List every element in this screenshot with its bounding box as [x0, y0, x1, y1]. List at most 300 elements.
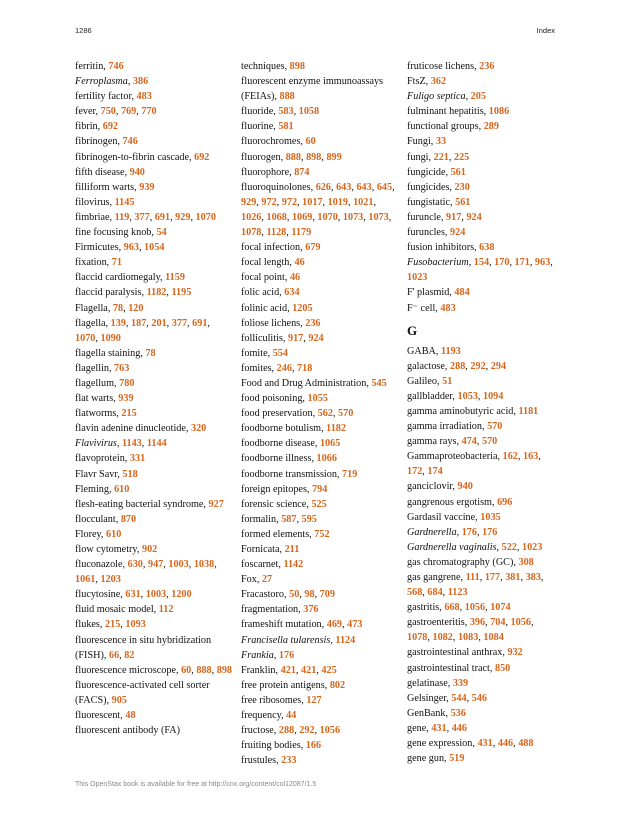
page-reference-link[interactable]: 898: [216, 664, 233, 676]
page-reference-link[interactable]: 1082: [432, 632, 453, 644]
page-reference-link[interactable]: 236: [479, 61, 495, 72]
page-reference-link[interactable]: 111: [465, 572, 480, 583]
page-reference-link[interactable]: 51: [442, 375, 453, 387]
page-reference-link[interactable]: 1070: [317, 211, 338, 223]
page-reference-link[interactable]: 171: [514, 257, 530, 269]
page-reference-link[interactable]: 377: [134, 211, 150, 223]
page-reference-link[interactable]: 696: [497, 496, 513, 508]
page-reference-link[interactable]: 752: [314, 528, 330, 540]
page-reference-link[interactable]: 48: [125, 710, 136, 722]
index-term: gene gun,: [407, 753, 450, 765]
page-reference-link[interactable]: 288: [278, 725, 295, 737]
index-term: ,: [442, 587, 448, 599]
page-reference-link[interactable]: 947: [147, 559, 164, 571]
page-reference-link[interactable]: 201: [151, 317, 167, 329]
page-reference-link[interactable]: 519: [449, 753, 465, 765]
page-reference-link[interactable]: 46: [294, 257, 305, 269]
page-reference-link[interactable]: 225: [453, 151, 470, 163]
page-reference-link[interactable]: 473: [347, 619, 363, 631]
page-reference-link[interactable]: 1023: [407, 272, 428, 284]
page-reference-link[interactable]: 377: [171, 317, 188, 329]
page-reference-link[interactable]: 562: [317, 408, 333, 420]
index-entry: [241, 542, 401, 557]
index-term: food poisoning,: [241, 393, 308, 405]
page-reference-link[interactable]: 33: [435, 136, 447, 148]
page-reference-link[interactable]: 483: [440, 302, 456, 314]
index-entry: [241, 331, 401, 346]
index-entry: [407, 180, 557, 195]
page-reference-link[interactable]: 1066: [316, 453, 337, 465]
page-reference-link[interactable]: 1073: [368, 211, 389, 223]
page-reference-link[interactable]: 802: [329, 679, 346, 691]
page-reference-link[interactable]: 163: [522, 451, 539, 463]
page-reference-link[interactable]: 692: [194, 151, 210, 163]
page-reference-link[interactable]: 570: [487, 421, 503, 433]
index-entry: [75, 89, 233, 104]
page-reference-link[interactable]: 927: [208, 498, 224, 510]
index-entry: [241, 708, 401, 723]
page-reference-link[interactable]: 289: [483, 121, 499, 133]
page-reference-link[interactable]: 905: [111, 694, 127, 706]
page-reference-link[interactable]: 939: [118, 393, 134, 405]
page-reference-link[interactable]: 1070: [195, 211, 216, 223]
page-reference-link[interactable]: 1086: [488, 106, 510, 118]
page-reference-link[interactable]: 643: [356, 181, 372, 193]
page-reference-link[interactable]: 1026: [241, 211, 262, 223]
page-reference-link[interactable]: 1094: [482, 390, 504, 402]
index-entry: [407, 661, 557, 676]
page-reference-link[interactable]: 874: [294, 166, 310, 178]
page-reference-link[interactable]: 386: [132, 76, 149, 88]
index-term: flagellin,: [75, 362, 115, 374]
page-reference-link[interactable]: 1142: [283, 559, 304, 571]
index-term: flaccid cardiomegaly,: [75, 272, 166, 284]
page-reference-link[interactable]: 643: [336, 181, 352, 193]
index-entry: [407, 59, 557, 74]
index-term: ,: [332, 408, 339, 420]
page-reference-link[interactable]: 630: [127, 559, 143, 571]
index-entry: [407, 285, 557, 300]
page-reference-link[interactable]: 139: [110, 317, 126, 329]
index-term: gelatinase,: [407, 677, 453, 689]
page-reference-link[interactable]: 166: [305, 740, 322, 752]
page-reference-link[interactable]: 972: [261, 196, 277, 208]
index-term: fluconazole,: [75, 559, 128, 571]
page-reference-link[interactable]: 154: [473, 257, 490, 269]
page-reference-link[interactable]: 940: [129, 166, 145, 178]
index-term: folic acid,: [241, 287, 285, 299]
page-reference-link[interactable]: 1179: [291, 227, 312, 239]
index-entry: [241, 602, 401, 617]
page-reference-link[interactable]: 211: [284, 544, 300, 555]
index-term: ,: [295, 664, 301, 676]
page-reference-link[interactable]: 1145: [114, 196, 135, 208]
page-reference-link[interactable]: 376: [303, 604, 319, 616]
index-term: ,: [120, 619, 126, 631]
index-term: fixation,: [75, 257, 112, 269]
page-reference-link[interactable]: 932: [507, 647, 523, 659]
index-term: gastrointestinal anthrax,: [407, 647, 508, 659]
page-reference-link[interactable]: 902: [141, 544, 158, 555]
index-entry: [241, 451, 401, 466]
page-reference-link[interactable]: 679: [305, 242, 321, 254]
page-reference-link[interactable]: 339: [452, 677, 469, 689]
page-reference-link[interactable]: 292: [470, 360, 486, 372]
page-reference-link[interactable]: 421: [301, 664, 317, 676]
index-entry: [75, 180, 233, 195]
index-entry: [407, 89, 557, 104]
index-term: ,: [140, 589, 146, 601]
page-reference-link[interactable]: 174: [427, 466, 443, 478]
index-term: fomites,: [241, 362, 277, 374]
page-reference-link[interactable]: 236: [305, 317, 321, 329]
page-reference-link[interactable]: 587: [281, 513, 297, 525]
page-reference-link[interactable]: 631: [125, 589, 141, 601]
page-reference-link[interactable]: 719: [342, 468, 358, 480]
index-term: ,: [476, 526, 483, 538]
page-reference-link[interactable]: 929: [175, 211, 191, 223]
page-reference-link[interactable]: 320: [190, 423, 207, 435]
page-reference-link[interactable]: 1205: [292, 302, 313, 314]
page-reference-link[interactable]: 1070: [75, 332, 96, 344]
page-reference-link[interactable]: 431: [477, 738, 493, 750]
index-term: ,: [485, 617, 491, 629]
index-term: ,: [520, 572, 526, 583]
page-reference-link[interactable]: 1061: [75, 574, 96, 586]
page-reference-link[interactable]: 50: [289, 589, 300, 601]
page-reference-link[interactable]: 581: [278, 121, 294, 133]
page-reference-link[interactable]: 888: [196, 664, 212, 676]
page-reference-link[interactable]: 187: [131, 317, 147, 329]
page-reference-link[interactable]: 898: [306, 151, 322, 163]
page-reference-link[interactable]: 568: [407, 587, 423, 599]
page-reference-link[interactable]: 1019: [327, 196, 348, 208]
index-term: fluorophore,: [241, 166, 295, 178]
index-entry: [75, 285, 233, 300]
page-reference-link[interactable]: 421: [280, 664, 296, 676]
page-reference-link[interactable]: 71: [111, 257, 122, 269]
page-reference-link[interactable]: 1035: [480, 511, 501, 523]
page-reference-link[interactable]: 383: [525, 572, 541, 583]
page-reference-link[interactable]: 1128: [266, 227, 287, 239]
page-reference-link[interactable]: 939: [139, 181, 155, 193]
page-reference-link[interactable]: 230: [454, 181, 470, 193]
page-reference-link[interactable]: 176: [278, 649, 295, 661]
page-reference-link[interactable]: 924: [308, 332, 324, 344]
page-reference-link[interactable]: 46: [289, 272, 301, 284]
index-entry: [241, 180, 401, 240]
index-entry: [75, 512, 233, 527]
page-reference-link[interactable]: 1159: [165, 272, 185, 284]
page-reference-link[interactable]: 1065: [319, 438, 341, 450]
index-term: fungi,: [407, 151, 434, 163]
page-reference-link[interactable]: 82: [124, 649, 135, 661]
index-term: ,: [347, 196, 354, 208]
page-reference-link[interactable]: 484: [454, 287, 470, 299]
page-reference-link[interactable]: 205: [470, 91, 486, 103]
page-reference-link[interactable]: 66: [108, 649, 120, 661]
index-term: ,: [337, 211, 343, 223]
page-reference-link[interactable]: 769: [120, 106, 137, 118]
page-reference-link[interactable]: 119: [114, 211, 130, 223]
page-reference-link[interactable]: 888: [279, 91, 295, 103]
index-term: ,: [321, 151, 327, 163]
index-entry: [407, 255, 557, 285]
page-reference-link[interactable]: 1123: [447, 587, 468, 599]
page-reference-link[interactable]: 1195: [171, 287, 192, 299]
page-reference-link[interactable]: 561: [450, 166, 466, 178]
page-reference-link[interactable]: 518: [122, 468, 138, 480]
page-reference-link[interactable]: 1181: [518, 405, 539, 417]
index-entry: [241, 346, 401, 361]
page-reference-link[interactable]: 899: [326, 151, 342, 163]
index-term: ,: [530, 617, 534, 629]
index-term: ,: [422, 466, 428, 478]
page-reference-link[interactable]: 1069: [291, 211, 313, 223]
page-reference-link[interactable]: 1058: [298, 106, 320, 118]
page-reference-link[interactable]: 850: [494, 662, 511, 674]
index-term: ,: [351, 181, 357, 193]
page-reference-link[interactable]: 288: [450, 360, 466, 372]
index-term: ,: [286, 211, 292, 223]
page-reference-link[interactable]: 1023: [521, 541, 543, 553]
page-reference-link[interactable]: 1193: [440, 345, 461, 357]
page-reference-link[interactable]: 1084: [483, 632, 504, 644]
page-reference-link[interactable]: 645: [376, 181, 393, 193]
index-term: ,: [459, 602, 465, 614]
page-reference-link[interactable]: 1053: [457, 390, 478, 402]
index-entry: [75, 421, 233, 436]
index-entry: [407, 434, 557, 449]
page-reference-link[interactable]: 1056: [319, 725, 341, 737]
page-reference-link[interactable]: 331: [129, 453, 146, 465]
page-reference-link[interactable]: 704: [490, 617, 506, 629]
page-reference-link[interactable]: 1144: [146, 438, 167, 450]
page-reference-link[interactable]: 536: [450, 707, 466, 719]
index-term: techniques,: [241, 61, 290, 72]
page-reference-link[interactable]: 709: [319, 589, 335, 601]
index-term: ,: [116, 438, 122, 450]
page-reference-link[interactable]: 60: [181, 664, 192, 676]
page-reference-link[interactable]: 691: [192, 317, 208, 329]
page-reference-link[interactable]: 634: [284, 287, 300, 299]
page-reference-link[interactable]: 1090: [100, 332, 121, 344]
page-reference-link[interactable]: 292: [299, 725, 315, 737]
page-reference-link[interactable]: 963: [534, 257, 551, 269]
page-reference-link[interactable]: 626: [315, 181, 331, 193]
page-reference-link[interactable]: 1068: [266, 211, 287, 223]
page-reference-link[interactable]: 770: [141, 106, 157, 118]
index-term: ,: [342, 619, 348, 631]
page-reference-link[interactable]: 561: [455, 196, 471, 208]
index-term: flat warts,: [75, 393, 119, 405]
page-reference-link[interactable]: 1056: [464, 602, 486, 614]
page-reference-link[interactable]: 1182: [326, 423, 346, 435]
page-reference-link[interactable]: 1143: [121, 438, 142, 450]
page-reference-link[interactable]: 898: [289, 61, 305, 72]
page-reference-link[interactable]: 1021: [353, 196, 374, 208]
index-entry: [241, 693, 401, 708]
page-reference-link[interactable]: 233: [281, 755, 297, 767]
index-term: Food and Drug Administration,: [241, 377, 372, 389]
index-entry: [75, 270, 233, 285]
page-reference-link[interactable]: 294: [490, 360, 507, 372]
page-reference-link[interactable]: 940: [457, 481, 473, 493]
page-reference-link[interactable]: 469: [326, 619, 343, 631]
section-letter-heading: G: [407, 322, 418, 338]
index-term: ,: [163, 559, 169, 571]
page-reference-link[interactable]: 1200: [171, 589, 192, 601]
page-reference-link[interactable]: 215: [105, 619, 121, 631]
page-reference-link[interactable]: 246: [276, 362, 292, 374]
index-term: ganciclovir,: [407, 481, 458, 493]
index-entry: [75, 391, 233, 406]
page-reference-link[interactable]: 522: [501, 541, 517, 553]
page-reference-link[interactable]: 583: [278, 106, 294, 118]
index-entry: [407, 150, 557, 165]
index-term: fungicide,: [407, 166, 451, 178]
page-reference-link[interactable]: 1017: [302, 196, 323, 208]
page-reference-link[interactable]: 610: [114, 483, 130, 495]
page-reference-link[interactable]: 308: [518, 556, 534, 568]
index-term: ,: [478, 632, 484, 644]
index-entry: [75, 301, 233, 316]
page-reference-link[interactable]: 446: [451, 722, 467, 734]
page-reference-link[interactable]: 162: [502, 451, 518, 463]
page-reference-link[interactable]: 176: [461, 526, 477, 538]
index-entry: [75, 255, 233, 270]
page-reference-link[interactable]: 1078: [407, 632, 428, 644]
page-reference-link[interactable]: 215: [121, 408, 137, 420]
index-term: free ribosomes,: [241, 694, 307, 706]
page-reference-link[interactable]: 763: [114, 362, 130, 374]
page-reference-link[interactable]: 474: [461, 436, 477, 448]
page-reference-link[interactable]: 27: [261, 574, 273, 586]
page-reference-link[interactable]: 888: [285, 151, 301, 163]
page-reference-link[interactable]: 381: [505, 572, 521, 583]
page-reference-link[interactable]: 638: [479, 242, 495, 254]
page-reference-link[interactable]: 525: [311, 498, 327, 510]
index-entry: [75, 527, 233, 542]
page-reference-link[interactable]: 924: [450, 227, 466, 239]
page-reference-link[interactable]: 595: [301, 513, 317, 525]
index-term: fulminant hepatitis,: [407, 106, 489, 118]
page-reference-link[interactable]: 917: [446, 211, 462, 223]
index-entry: [407, 74, 557, 89]
index-entry: [407, 691, 557, 706]
page-reference-link[interactable]: 396: [469, 617, 486, 629]
page-reference-link[interactable]: 170: [494, 257, 510, 269]
page-reference-link[interactable]: 78: [112, 302, 124, 314]
index-term: fragmentation,: [241, 604, 304, 616]
page-reference-link[interactable]: 176: [482, 526, 498, 538]
page-reference-link[interactable]: 1083: [457, 632, 479, 644]
page-reference-link[interactable]: 1073: [342, 211, 364, 223]
page-reference-link[interactable]: 112: [158, 604, 174, 616]
page-reference-link[interactable]: 177: [484, 572, 501, 583]
page-reference-link[interactable]: 924: [466, 211, 482, 223]
page-reference-link[interactable]: 794: [312, 483, 328, 495]
page-reference-link[interactable]: 1124: [335, 634, 356, 646]
page-reference-link[interactable]: 692: [102, 121, 119, 133]
page-reference-link[interactable]: 127: [306, 694, 322, 706]
page-reference-link[interactable]: 691: [154, 211, 171, 223]
index-term: ,: [485, 602, 491, 614]
index-entry: [407, 645, 557, 660]
page-reference-link[interactable]: 1056: [510, 617, 531, 629]
index-entry: [75, 74, 233, 89]
page-reference-link[interactable]: 44: [286, 710, 297, 722]
page-reference-link[interactable]: 1038: [193, 559, 215, 571]
page-reference-link[interactable]: 362: [430, 76, 447, 88]
index-entry: [241, 240, 401, 255]
page-reference-link[interactable]: 1074: [490, 602, 511, 614]
page-reference-link[interactable]: 488: [518, 738, 534, 750]
page-reference-link[interactable]: 870: [120, 513, 137, 525]
page-reference-link[interactable]: 750: [100, 106, 116, 118]
index-term: ,: [316, 664, 322, 676]
page-reference-link[interactable]: 668: [444, 602, 460, 614]
page-reference-link[interactable]: 1003: [168, 559, 189, 571]
page-reference-link[interactable]: 1054: [144, 242, 165, 254]
index-term: fluorescence in situ hybridization (FISH),: [75, 634, 212, 661]
page-reference-link[interactable]: 1003: [145, 589, 167, 601]
page-reference-link[interactable]: 780: [119, 377, 135, 389]
index-term: foodborne disease,: [241, 438, 320, 450]
page-reference-link[interactable]: 78: [145, 347, 156, 359]
page-reference-link[interactable]: 54: [156, 227, 167, 239]
page-reference-link[interactable]: 929: [241, 196, 257, 208]
page-reference-link[interactable]: 545: [371, 377, 387, 389]
page-reference-link[interactable]: 425: [321, 664, 337, 676]
index-entry: [407, 736, 557, 751]
index-entry: [241, 648, 401, 663]
page-reference-link[interactable]: 554: [272, 347, 288, 359]
page-reference-link[interactable]: 1055: [307, 393, 328, 405]
page-reference-link[interactable]: 446: [497, 738, 514, 750]
page-reference-link[interactable]: 570: [481, 436, 498, 448]
page-reference-link[interactable]: 546: [471, 692, 487, 704]
page-reference-link[interactable]: 1078: [241, 227, 262, 239]
page-reference-link[interactable]: 483: [136, 91, 152, 103]
index-term: ,: [422, 587, 428, 599]
index-entry: [407, 240, 557, 255]
page-reference-link[interactable]: 1093: [125, 619, 146, 631]
page-reference-link[interactable]: 610: [106, 528, 122, 540]
page-reference-link[interactable]: 98: [304, 589, 315, 601]
page-reference-link[interactable]: 431: [431, 722, 447, 734]
page-reference-link[interactable]: 60: [305, 136, 316, 148]
index-entry: [407, 540, 557, 555]
page-reference-link[interactable]: 1203: [100, 574, 121, 586]
page-reference-link[interactable]: 1182: [146, 287, 167, 299]
page-reference-link[interactable]: 972: [281, 196, 298, 208]
page-reference-link[interactable]: 544: [451, 692, 467, 704]
index-entry: [75, 134, 233, 149]
page-reference-link[interactable]: 221: [433, 151, 449, 163]
page-reference-link[interactable]: 963: [123, 242, 139, 254]
page-reference-link[interactable]: 917: [287, 332, 304, 344]
page-reference-link[interactable]: 746: [122, 136, 138, 148]
page-reference-link[interactable]: 570: [338, 408, 354, 420]
index-term-italic: Fusobacterium: [407, 257, 469, 269]
page-reference-link[interactable]: 120: [128, 302, 144, 314]
page-reference-link[interactable]: 718: [297, 362, 313, 374]
page-reference-link[interactable]: 684: [427, 587, 443, 599]
page-reference-link[interactable]: 172: [407, 466, 423, 478]
index-term: ,: [468, 257, 474, 269]
page-reference-link[interactable]: 746: [108, 61, 124, 72]
